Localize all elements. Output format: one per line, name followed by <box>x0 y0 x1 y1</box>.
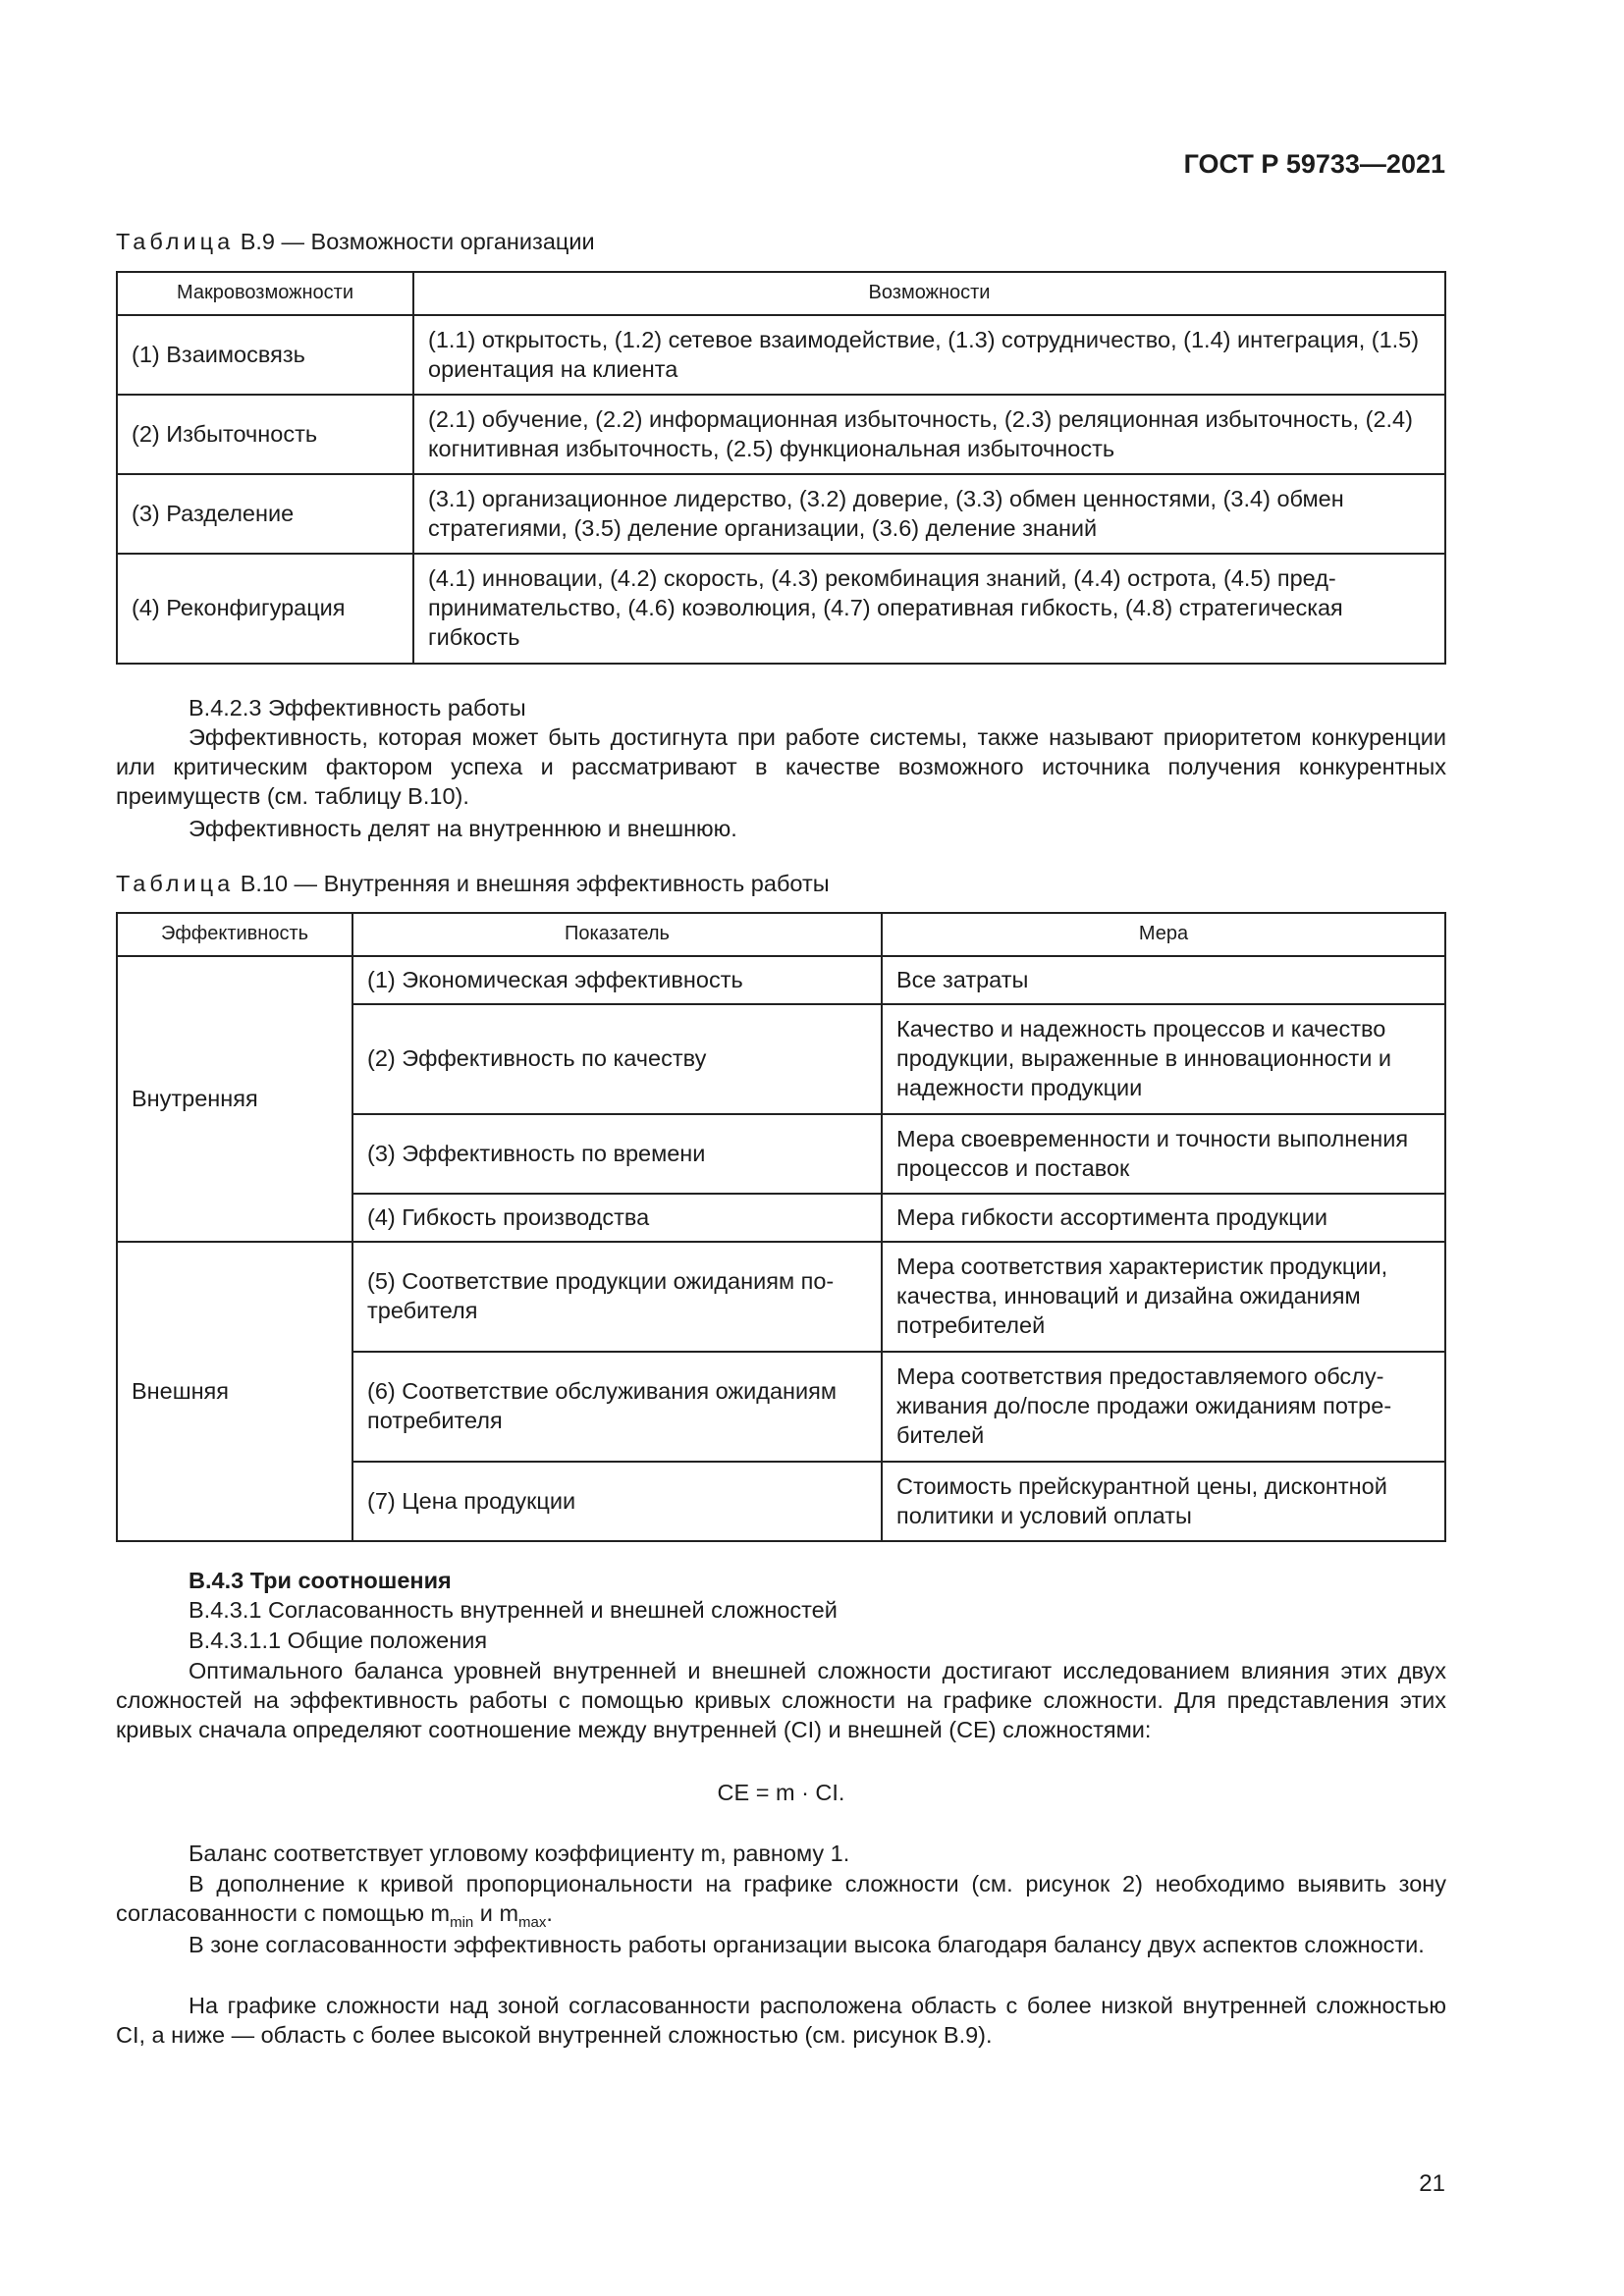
section-b43-paragraph-2: Баланс соответствует угловому коэффициенту m, равному 1. <box>189 1841 850 1866</box>
section-b423-paragraph-2: Эффективность делят на внутреннюю и внешнюю. <box>189 816 737 841</box>
table-row <box>117 1242 1445 1352</box>
section-b43-paragraph-4: В зоне согласованности эффективность работы организации высока благодаря балансу двух аспектов сложности. <box>189 1932 1425 1957</box>
macro-cell: (4) Реконфигурация <box>117 554 413 664</box>
table-header-row <box>117 913 1445 956</box>
indicator-cell: (7) Цена продукции <box>352 1462 882 1541</box>
col-header-measure: Мера <box>882 913 1445 956</box>
macro-cell: (3) Разделение <box>117 474 413 554</box>
section-b423-title: В.4.2.3 Эффективность работы <box>189 695 526 721</box>
measure-cell: Мера гибкости ассортимента продукции <box>882 1194 1445 1242</box>
section-b431-title: В.4.3.1 Согласованность внутренней и внешней сложностей <box>189 1597 838 1623</box>
capabilities-cell: (3.1) организационное лидерство, (3.2) доверие, (3.3) обмен ценностями, (3.4) обмен стратегиями, (3.5) деление организации, (3.6) деление знаний <box>413 474 1445 554</box>
measure-cell: Все затраты <box>882 956 1445 1004</box>
table-b10-caption <box>116 870 830 899</box>
section-b43-paragraph-3 <box>116 1870 1446 1932</box>
indicator-cell: (5) Соответствие продукции ожиданиям потребителя <box>352 1242 882 1352</box>
col-header-macro: Макровозможности <box>117 272 413 315</box>
standard-code: ГОСТ Р 59733—2021 <box>1183 149 1445 179</box>
measure-cell: Мера соответствия характеристик продукции, качества, инноваций и дизайна ожиданиям потребителей <box>882 1242 1445 1352</box>
caption-text: В.10 — Внутренняя и внешняя эффективность работы <box>240 871 830 896</box>
indicator-cell: (1) Экономическая эффективность <box>352 956 882 1004</box>
table-row <box>117 554 1445 664</box>
table-row <box>117 395 1445 474</box>
capabilities-cell: (1.1) открытость, (1.2) сетевое взаимодействие, (1.3) сотрудничество, (1.4) интеграция, (1.5) ориентация на клиента <box>413 315 1445 395</box>
indicator-cell: (3) Эффективность по времени <box>352 1114 882 1194</box>
indicator-cell: (6) Соответствие обслуживания ожиданиям потребителя <box>352 1352 882 1462</box>
table-row <box>117 956 1445 1004</box>
col-header-capabilities: Возможности <box>413 272 1445 315</box>
measure-cell: Мера соответствия предоставляемого обслуживания до/после продажи ожиданиям потребителей <box>882 1352 1445 1462</box>
col-header-indicator: Показатель <box>352 913 882 956</box>
macro-cell: (1) Взаимосвязь <box>117 315 413 395</box>
table-row <box>117 315 1445 395</box>
caption-word: Таблица <box>116 871 235 896</box>
paragraph-text: и m <box>473 1899 519 1926</box>
paragraph-text: В дополнение к кривой пропорциональности на графике сложности (см. рисунок 2) необходимо выявить зону согласованности с помощью m <box>116 1871 1446 1926</box>
measure-cell: Мера своевременности и точности выполнения процессов и поставок <box>882 1114 1445 1194</box>
group-cell-internal: Внутренняя <box>117 956 352 1242</box>
measure-cell: Качество и надежность процессов и качество продукции, выраженные в инновационности и надежности продукции <box>882 1004 1445 1114</box>
subscript-max: max <box>518 1913 547 1931</box>
caption-text: В.9 — Возможности организации <box>240 229 595 254</box>
table-b9 <box>116 271 1446 665</box>
indicator-cell: (2) Эффективность по качеству <box>352 1004 882 1114</box>
section-b43-paragraph-5: На графике сложности над зоной согласованности расположена область с более низкой внутренней сложностью CI, а ниже — область с более высокой внутренней сложностью (см. рисунок В.9). <box>116 1993 1446 2048</box>
measure-cell: Стоимость прейскурантной цены, дисконтной политики и условий оплаты <box>882 1462 1445 1541</box>
table-b10 <box>116 912 1446 1542</box>
subscript-min: min <box>450 1913 474 1931</box>
paragraph-text: . <box>546 1899 553 1926</box>
section-b423-paragraph: Эффективность, которая может быть достигнута при работе системы, также называют приоритетом конкуренции или критическим фактором успеха и рассматривают в качестве возможного источника получения конкурентных преимуществ (см. таблицу В.10). <box>116 724 1446 809</box>
group-cell-external: Внешняя <box>117 1242 352 1541</box>
section-b43-heading: В.4.3 Три соотношения <box>189 1568 452 1593</box>
formula: CE = m · CI. <box>717 1780 845 1805</box>
page-number: 21 <box>1419 2170 1445 2197</box>
section-b4311-title: В.4.3.1.1 Общие положения <box>189 1628 488 1653</box>
section-b43-paragraph-1: Оптимального баланса уровней внутренней и внешней сложности достигают исследованием влияния этих двух сложностей на эффективность работы с помощью кривых сложности на графике сложности. Для представления этих кривых сначала определяют соотношение между внутренней (CI) и внешней (CE) сложностями: <box>116 1658 1446 1742</box>
table-b9-caption <box>116 228 595 257</box>
macro-cell: (2) Избыточность <box>117 395 413 474</box>
table-header-row <box>117 272 1445 315</box>
capabilities-cell: (4.1) инновации, (4.2) скорость, (4.3) рекомбинация знаний, (4.4) острота, (4.5) предпринимательство, (4.6) коэволюция, (4.7) оперативная гибкость, (4.8) стратегическая гибкость <box>413 554 1445 664</box>
col-header-efficiency: Эффективность <box>117 913 352 956</box>
caption-word: Таблица <box>116 229 235 254</box>
capabilities-cell: (2.1) обучение, (2.2) информационная избыточность, (2.3) реляционная избыточность, (2.4) когнитивная избыточность, (2.5) функциональная избыточность <box>413 395 1445 474</box>
indicator-cell: (4) Гибкость производства <box>352 1194 882 1242</box>
table-row <box>117 474 1445 554</box>
